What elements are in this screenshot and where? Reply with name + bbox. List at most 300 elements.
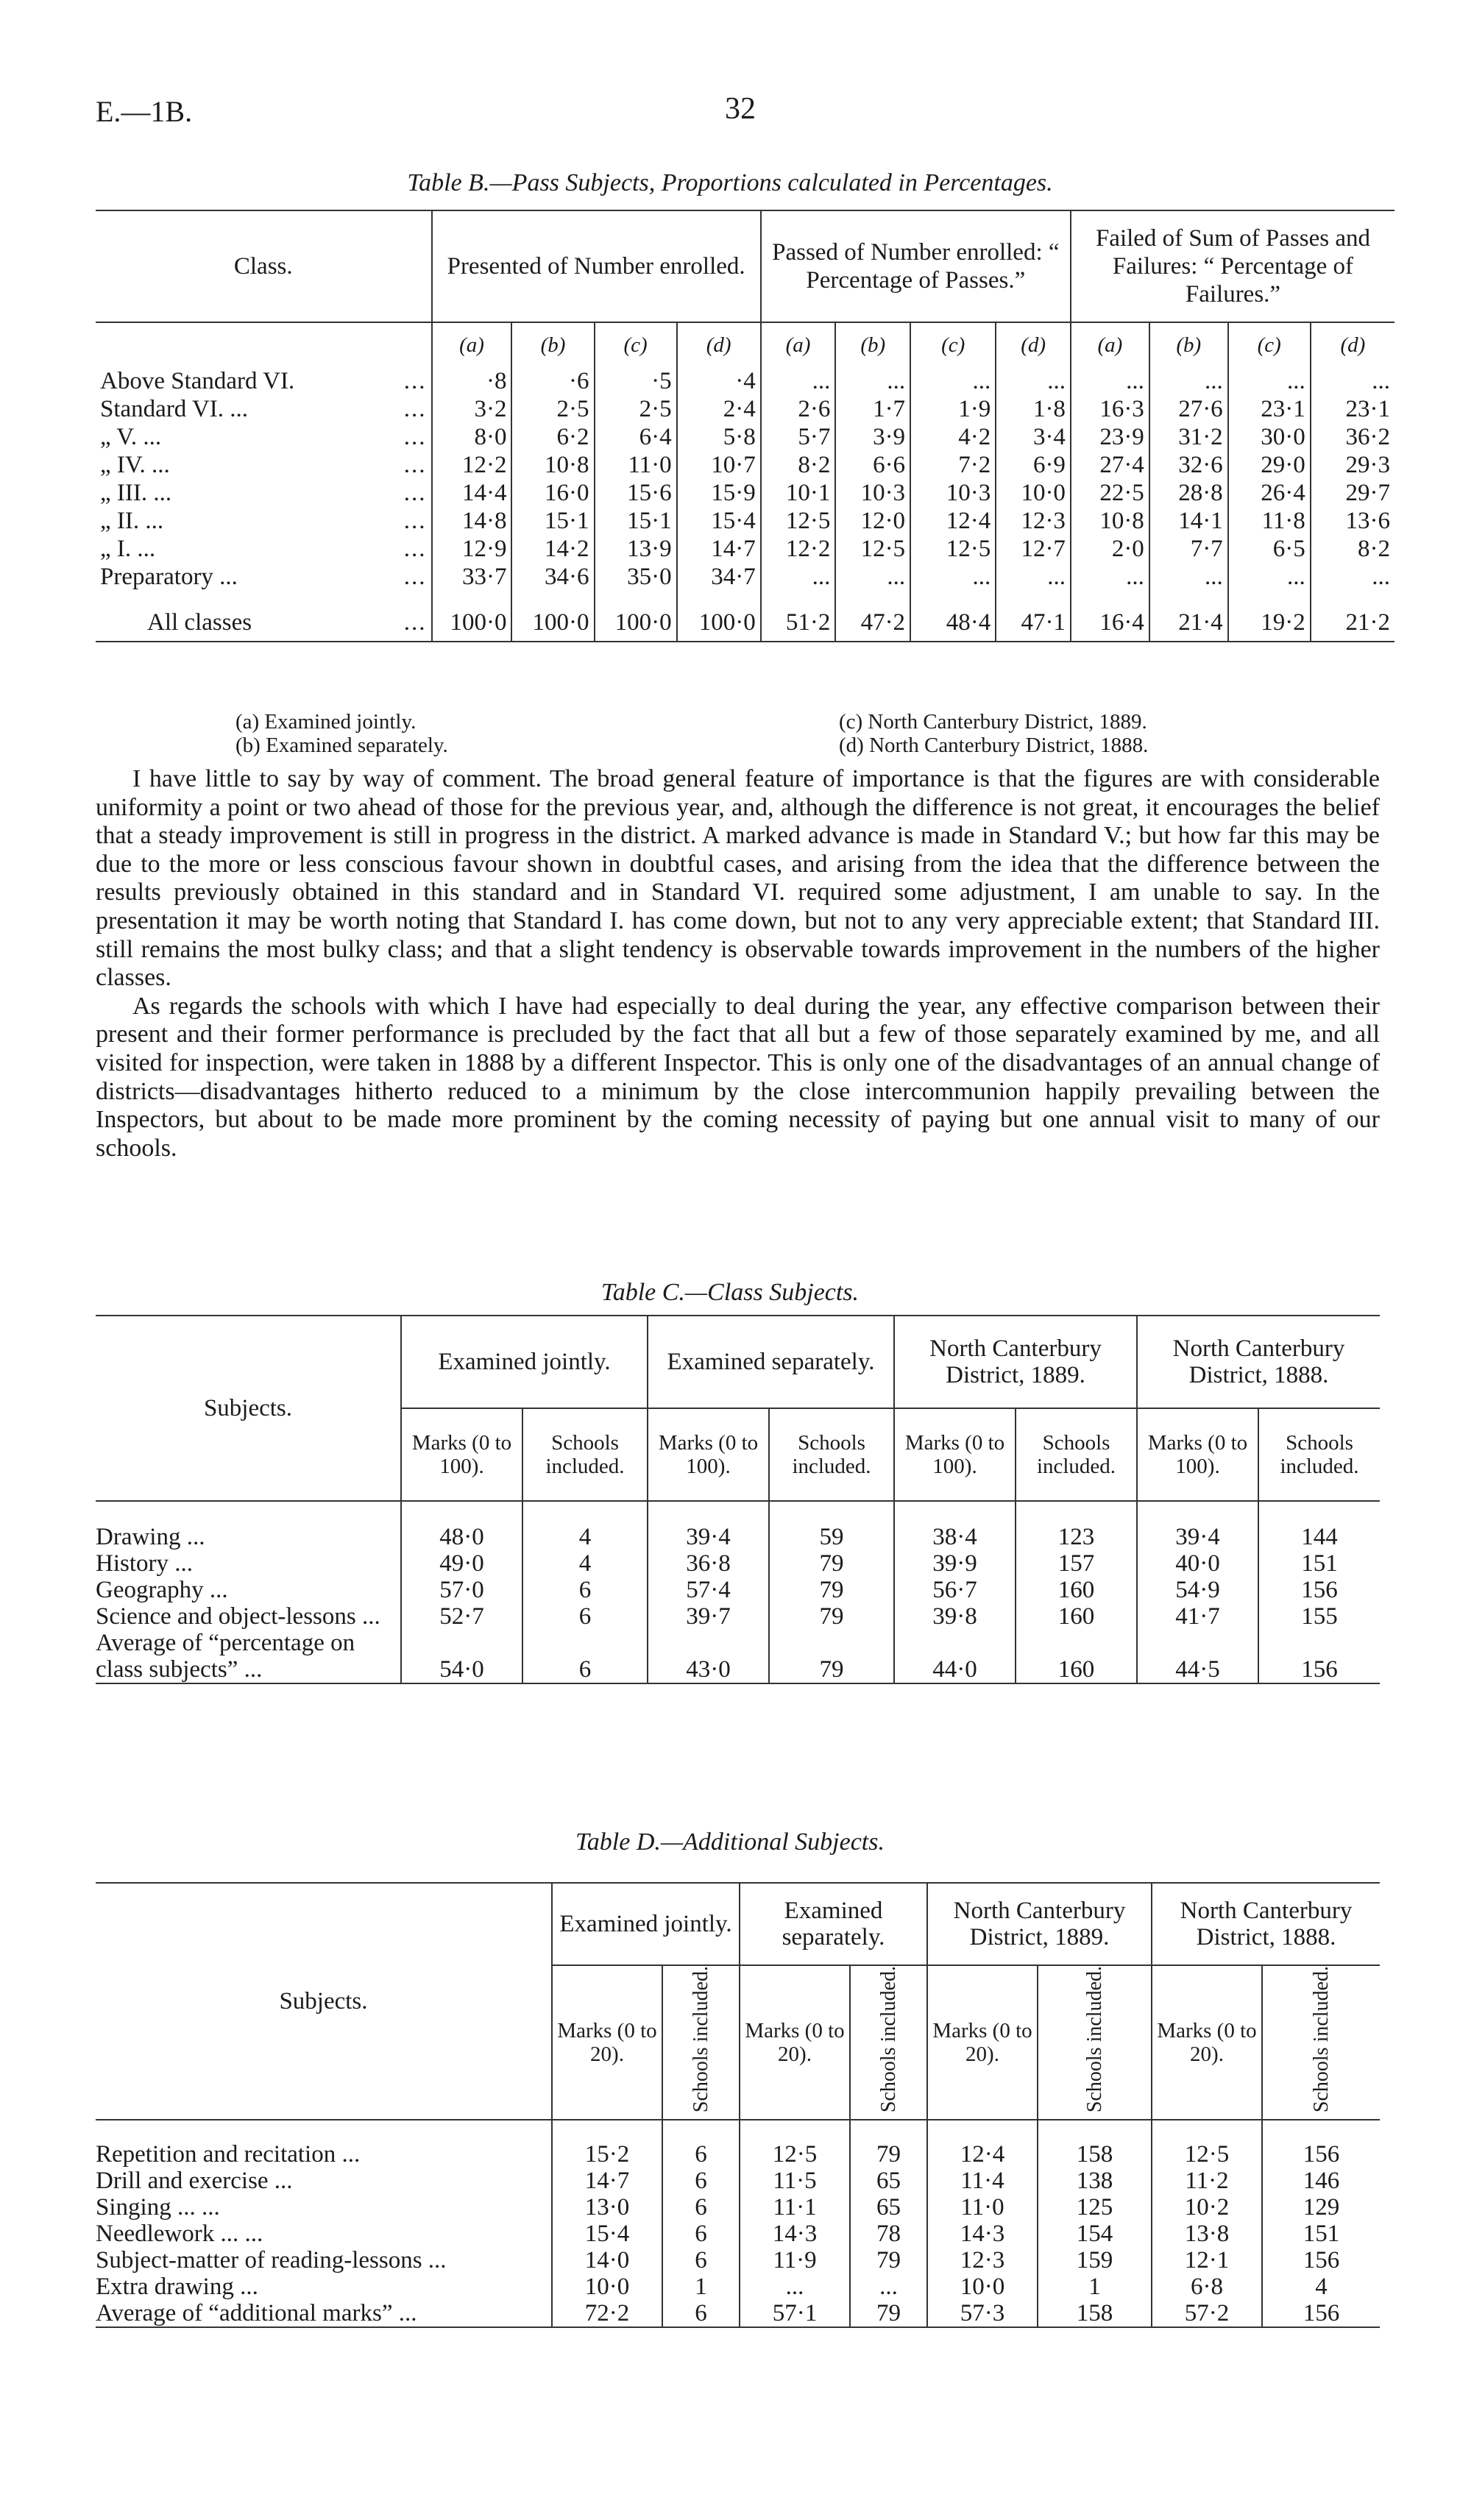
table-cell: 15·2 bbox=[552, 2141, 662, 2168]
total-cell: 100·0 bbox=[511, 604, 594, 642]
passed-header: Passed of Number enrolled: “ Percentage of Passes.” bbox=[761, 210, 1071, 322]
table-cell: 13·0 bbox=[552, 2194, 662, 2221]
table-cell: ... bbox=[835, 563, 910, 591]
table-cell: 12·4 bbox=[927, 2141, 1038, 2168]
total-cell: 21·4 bbox=[1149, 604, 1228, 642]
row-label: History ... bbox=[96, 1550, 193, 1577]
leader-dots: ... bbox=[403, 479, 427, 506]
row-label: Needlework ... ... bbox=[96, 2221, 263, 2248]
table-d-caption: Table D.—Additional Subjects. bbox=[575, 1828, 885, 1856]
table-row bbox=[96, 451, 1395, 479]
table-cell: 79 bbox=[850, 2141, 927, 2168]
table-cell: 1·7 bbox=[835, 395, 910, 423]
table-cell: 1 bbox=[662, 2274, 740, 2300]
table-cell: 39·4 bbox=[1137, 1524, 1258, 1550]
table-cell: 72·2 bbox=[552, 2300, 662, 2327]
table-cell: 13·6 bbox=[1311, 507, 1395, 535]
table-cell: ·4 bbox=[677, 367, 761, 395]
table-cell: 10·0 bbox=[927, 2274, 1038, 2300]
table-cell: 129 bbox=[1262, 2194, 1380, 2221]
subjects-header: Subjects. bbox=[279, 1987, 368, 2015]
table-row bbox=[96, 2168, 1380, 2194]
group-header: Examined jointly. bbox=[401, 1316, 648, 1408]
table-b-caption: Table B.—Pass Subjects, Proportions calculated in Percentages. bbox=[407, 169, 1053, 196]
table-cell: 155 bbox=[1258, 1603, 1380, 1630]
table-cell: 156 bbox=[1262, 2247, 1380, 2274]
table-cell: 6·9 bbox=[996, 451, 1071, 479]
table-cell: 156 bbox=[1258, 1577, 1380, 1603]
row-label: Drawing ... bbox=[96, 1524, 205, 1550]
schools-col-header: Schools included. bbox=[689, 1966, 712, 2113]
group-header: North Canterbury District, 1889. bbox=[927, 1883, 1152, 1965]
table-cell: 15·1 bbox=[511, 507, 594, 535]
row-label: Drill and exercise ... bbox=[96, 2168, 293, 2195]
table-cell: 1·9 bbox=[910, 395, 996, 423]
table-cell: 11·2 bbox=[1152, 2168, 1262, 2194]
table-cell: 11·9 bbox=[740, 2247, 850, 2274]
table-row bbox=[96, 1577, 1380, 1603]
table-cell: 157 bbox=[1016, 1550, 1137, 1577]
table-cell: 12·2 bbox=[432, 451, 512, 479]
class-header: Class. bbox=[233, 252, 293, 280]
table-cell: 3·4 bbox=[996, 423, 1071, 451]
table-cell: 10·8 bbox=[1071, 507, 1149, 535]
note-c: (c) North Canterbury District, 1889. bbox=[839, 710, 1147, 734]
schools-col-header: Schools included. bbox=[876, 1966, 900, 2113]
table-cell: 6 bbox=[662, 2221, 740, 2247]
table-cell: 57·2 bbox=[1152, 2300, 1262, 2327]
table-cell: 43·0 bbox=[648, 1630, 769, 1683]
total-cell: 21·2 bbox=[1311, 604, 1395, 642]
table-cell: 12·3 bbox=[996, 507, 1071, 535]
table-cell: 40·0 bbox=[1137, 1550, 1258, 1577]
table-row bbox=[96, 423, 1395, 451]
table-cell: 6 bbox=[522, 1603, 648, 1630]
table-cell: 10·0 bbox=[996, 479, 1071, 507]
table-cell: 14·3 bbox=[740, 2221, 850, 2247]
table-cell: ... bbox=[910, 367, 996, 395]
table-cell: 39·4 bbox=[648, 1524, 769, 1550]
table-cell: 29·0 bbox=[1228, 451, 1311, 479]
table-cell: 15·4 bbox=[677, 507, 761, 535]
paragraph: I have little to say by way of comment. The broad general feature of importance is that the figures are with considerable uniformity a point or two ahead of those for the previous year, and, although the difference is not great, it encourages the belief that a steady improvement is still in progress in the district. A marked advance is made in Standard V.; but how far this may be due to the more or less conscious favour shown in doubtful cases, and arising from the idea that the difference between the results previously obtained in this standard and in Standard VI. required some adjustment, I am unable to say. In the presentation it may be worth noting that Standard I. has come down, but not to any very appreciable extent; that Standard III. still remains the most bulky class; and that a slight tendency is observable towards improvement in the numbers of the higher classes. bbox=[96, 765, 1380, 992]
table-cell: 12·9 bbox=[432, 535, 512, 563]
table-cell: ... bbox=[996, 367, 1071, 395]
table-cell: ... bbox=[740, 2274, 850, 2300]
subjects-header: Subjects. bbox=[203, 1394, 293, 1422]
table-cell: 6·2 bbox=[511, 423, 594, 451]
table-cell: 79 bbox=[769, 1603, 894, 1630]
table-cell: 14·7 bbox=[677, 535, 761, 563]
row-label: Extra drawing ... bbox=[96, 2274, 258, 2301]
table-row bbox=[96, 507, 1395, 535]
table-cell: 39·7 bbox=[648, 1603, 769, 1630]
table-cell: 34·6 bbox=[511, 563, 594, 591]
table-cell: 79 bbox=[850, 2247, 927, 2274]
failed-header: Failed of Sum of Passes and Failures: “ Percentage of Failures.” bbox=[1071, 210, 1395, 322]
table-row bbox=[96, 2141, 1380, 2168]
total-row-label: All classes bbox=[147, 608, 252, 636]
leader-dots: ... bbox=[403, 367, 427, 394]
table-cell: 138 bbox=[1038, 2168, 1152, 2194]
table-cell: 12·5 bbox=[740, 2141, 850, 2168]
table-cell: 4·2 bbox=[910, 423, 996, 451]
table-cell: 123 bbox=[1016, 1524, 1137, 1550]
table-cell: 10·3 bbox=[910, 479, 996, 507]
table-cell: 6 bbox=[662, 2247, 740, 2274]
table-cell: 23·1 bbox=[1311, 395, 1395, 423]
subheader: (d) bbox=[1311, 322, 1395, 367]
table-row bbox=[96, 563, 1395, 591]
table-b bbox=[96, 210, 1395, 647]
table-cell: 1 bbox=[1038, 2274, 1152, 2300]
table-cell: 6·8 bbox=[1152, 2274, 1262, 2300]
table-row bbox=[96, 2221, 1380, 2247]
table-cell: 12·5 bbox=[761, 507, 836, 535]
leader-dots: ... bbox=[403, 608, 427, 636]
table-cell: 11·4 bbox=[927, 2168, 1038, 2194]
total-cell: 100·0 bbox=[677, 604, 761, 642]
table-cell: 13·8 bbox=[1152, 2221, 1262, 2247]
table-cell: 13·9 bbox=[595, 535, 677, 563]
table-cell: 14·7 bbox=[552, 2168, 662, 2194]
subheader: (c) bbox=[595, 322, 677, 367]
body-text bbox=[96, 765, 1380, 1163]
table-cell: 30·0 bbox=[1228, 423, 1311, 451]
table-cell: ... bbox=[761, 367, 836, 395]
marks-col-header: Marks (0 to 100). bbox=[1137, 1408, 1258, 1501]
table-cell: 27·6 bbox=[1149, 395, 1228, 423]
schools-col-header: Schools included. bbox=[1309, 1966, 1333, 2113]
table-cell: 151 bbox=[1258, 1550, 1380, 1577]
subheader: (d) bbox=[677, 322, 761, 367]
table-cell: 154 bbox=[1038, 2221, 1152, 2247]
table-cell: 12·3 bbox=[927, 2247, 1038, 2274]
table-cell: 156 bbox=[1258, 1630, 1380, 1683]
table-cell: 15·9 bbox=[677, 479, 761, 507]
table-cell: 6 bbox=[662, 2300, 740, 2327]
table-row bbox=[96, 2194, 1380, 2221]
table-cell: 11·0 bbox=[595, 451, 677, 479]
table-cell: 2·6 bbox=[761, 395, 836, 423]
subheader: (c) bbox=[910, 322, 996, 367]
table-cell: 54·0 bbox=[401, 1630, 522, 1683]
table-cell: 5·8 bbox=[677, 423, 761, 451]
subheader: (c) bbox=[1228, 322, 1311, 367]
table-cell: 2·4 bbox=[677, 395, 761, 423]
table-cell: 8·2 bbox=[1311, 535, 1395, 563]
table-cell: 14·3 bbox=[927, 2221, 1038, 2247]
total-cell: 47·2 bbox=[835, 604, 910, 642]
table-cell: 14·4 bbox=[432, 479, 512, 507]
table-cell: 78 bbox=[850, 2221, 927, 2247]
table-cell: ... bbox=[1149, 563, 1228, 591]
table-cell: 12·5 bbox=[835, 535, 910, 563]
table-cell: 10·1 bbox=[761, 479, 836, 507]
row-label: Preparatory ... bbox=[100, 563, 238, 590]
table-row bbox=[96, 2300, 1380, 2327]
table-cell: 57·1 bbox=[740, 2300, 850, 2327]
group-header: Examined jointly. bbox=[552, 1883, 740, 1965]
table-cell: 10·2 bbox=[1152, 2194, 1262, 2221]
group-header: Examined separately. bbox=[648, 1316, 894, 1408]
table-cell: 6 bbox=[662, 2194, 740, 2221]
table-cell: ... bbox=[835, 367, 910, 395]
table-cell: 22·5 bbox=[1071, 479, 1149, 507]
table-cell: ... bbox=[1071, 367, 1149, 395]
note-a: (a) Examined jointly. bbox=[235, 710, 417, 734]
table-cell: 12·1 bbox=[1152, 2247, 1262, 2274]
row-label: „ V. ... bbox=[100, 423, 162, 450]
marks-col-header: Marks (0 to 20). bbox=[552, 1965, 662, 2120]
table-cell: 44·5 bbox=[1137, 1630, 1258, 1683]
table-cell: 14·8 bbox=[432, 507, 512, 535]
table-cell: 7·7 bbox=[1149, 535, 1228, 563]
schools-col-header: Schools included. bbox=[1016, 1408, 1137, 1501]
subheader: (a) bbox=[761, 322, 836, 367]
table-cell: 156 bbox=[1262, 2141, 1380, 2168]
table-row bbox=[96, 395, 1395, 423]
row-label: Geography ... bbox=[96, 1577, 228, 1603]
group-header: North Canterbury District, 1889. bbox=[894, 1316, 1137, 1408]
table-cell: 6 bbox=[522, 1577, 648, 1603]
table-cell: 156 bbox=[1262, 2300, 1380, 2327]
marks-col-header: Marks (0 to 100). bbox=[648, 1408, 769, 1501]
note-d: (d) North Canterbury District, 1888. bbox=[839, 734, 1149, 757]
table-row bbox=[96, 367, 1395, 395]
table-cell: 31·2 bbox=[1149, 423, 1228, 451]
row-label: Repetition and recitation ... bbox=[96, 2141, 361, 2168]
row-label: Average of “percentage on class subjects” ... bbox=[96, 1630, 355, 1683]
table-cell: 12·0 bbox=[835, 507, 910, 535]
table-cell: 6 bbox=[522, 1630, 648, 1683]
marks-col-header: Marks (0 to 100). bbox=[894, 1408, 1016, 1501]
leader-dots: ... bbox=[403, 395, 427, 422]
table-cell: 79 bbox=[769, 1630, 894, 1683]
total-cell: 16·4 bbox=[1071, 604, 1149, 642]
subheader: (b) bbox=[1149, 322, 1228, 367]
table-cell: 49·0 bbox=[401, 1550, 522, 1577]
table-cell: 39·9 bbox=[894, 1550, 1016, 1577]
row-label: „ IV. ... bbox=[100, 451, 170, 478]
table-cell: 27·4 bbox=[1071, 451, 1149, 479]
leader-dots: ... bbox=[403, 563, 427, 590]
table-cell: 158 bbox=[1038, 2300, 1152, 2327]
table-cell: 159 bbox=[1038, 2247, 1152, 2274]
table-cell: 6 bbox=[662, 2141, 740, 2168]
table-row bbox=[96, 535, 1395, 563]
table-cell: 28·8 bbox=[1149, 479, 1228, 507]
marks-col-header: Marks (0 to 100). bbox=[401, 1408, 522, 1501]
table-cell: 2·0 bbox=[1071, 535, 1149, 563]
table-cell: 2·5 bbox=[595, 395, 677, 423]
subheader: (d) bbox=[996, 322, 1071, 367]
table-cell: 29·7 bbox=[1311, 479, 1395, 507]
section-code: E.—1B. bbox=[96, 95, 193, 128]
table-cell: 3·2 bbox=[432, 395, 512, 423]
table-cell: ·6 bbox=[511, 367, 594, 395]
table-cell: 29·3 bbox=[1311, 451, 1395, 479]
table-cell: ... bbox=[910, 563, 996, 591]
table-cell: 16·3 bbox=[1071, 395, 1149, 423]
table-cell: 14·2 bbox=[511, 535, 594, 563]
table-cell: 1·8 bbox=[996, 395, 1071, 423]
table-cell: 79 bbox=[850, 2300, 927, 2327]
table-cell: 12·2 bbox=[761, 535, 836, 563]
table-c-caption: Table C.—Class Subjects. bbox=[600, 1279, 860, 1306]
table-cell: 15·1 bbox=[595, 507, 677, 535]
table-cell: ... bbox=[850, 2274, 927, 2300]
row-label: Above Standard VI. bbox=[100, 367, 295, 394]
table-cell: 12·4 bbox=[910, 507, 996, 535]
table-cell: 6·6 bbox=[835, 451, 910, 479]
table-cell: 56·7 bbox=[894, 1577, 1016, 1603]
table-cell: ... bbox=[996, 563, 1071, 591]
table-cell: 26·4 bbox=[1228, 479, 1311, 507]
total-cell: 100·0 bbox=[432, 604, 512, 642]
table-cell: 5·7 bbox=[761, 423, 836, 451]
table-cell: 12·7 bbox=[996, 535, 1071, 563]
table-cell: 39·8 bbox=[894, 1603, 1016, 1630]
row-label: „ III. ... bbox=[100, 479, 172, 506]
leader-dots: ... bbox=[403, 507, 427, 534]
table-cell: 158 bbox=[1038, 2141, 1152, 2168]
table-cell: ... bbox=[1228, 367, 1311, 395]
table-cell: 52·7 bbox=[401, 1603, 522, 1630]
table-cell: 10·7 bbox=[677, 451, 761, 479]
note-b: (b) Examined separately. bbox=[235, 734, 448, 757]
table-cell: 79 bbox=[769, 1550, 894, 1577]
group-header: North Canterbury District, 1888. bbox=[1137, 1316, 1380, 1408]
table-row bbox=[96, 2274, 1380, 2300]
table-cell: 160 bbox=[1016, 1577, 1137, 1603]
table-d bbox=[96, 1882, 1380, 2332]
table-cell: 160 bbox=[1016, 1630, 1137, 1683]
table-cell: 36·2 bbox=[1311, 423, 1395, 451]
table-cell: 57·3 bbox=[927, 2300, 1038, 2327]
table-cell: 15·6 bbox=[595, 479, 677, 507]
table-cell: 4 bbox=[522, 1550, 648, 1577]
schools-col-header: Schools included. bbox=[1082, 1966, 1106, 2113]
total-cell: 51·2 bbox=[761, 604, 836, 642]
row-label: „ II. ... bbox=[100, 507, 164, 534]
table-cell: 57·0 bbox=[401, 1577, 522, 1603]
subheader: (a) bbox=[1071, 322, 1149, 367]
subheader: (b) bbox=[835, 322, 910, 367]
table-cell: 11·5 bbox=[740, 2168, 850, 2194]
table-cell: 23·9 bbox=[1071, 423, 1149, 451]
table-cell: 10·8 bbox=[511, 451, 594, 479]
schools-col-header: Schools included. bbox=[769, 1408, 894, 1501]
table-cell: 33·7 bbox=[432, 563, 512, 591]
table-cell: 11·0 bbox=[927, 2194, 1038, 2221]
table-cell: 36·8 bbox=[648, 1550, 769, 1577]
table-cell: 14·0 bbox=[552, 2247, 662, 2274]
table-row bbox=[96, 1550, 1380, 1577]
table-row bbox=[96, 2247, 1380, 2274]
table-cell: 4 bbox=[522, 1524, 648, 1550]
row-label: Singing ... ... bbox=[96, 2194, 220, 2221]
group-header: Examined separately. bbox=[740, 1883, 927, 1965]
total-cell: 100·0 bbox=[595, 604, 677, 642]
table-cell: ·8 bbox=[432, 367, 512, 395]
row-label: Science and object-lessons ... bbox=[96, 1603, 380, 1630]
table-cell: 8·2 bbox=[761, 451, 836, 479]
table-row bbox=[96, 479, 1395, 507]
table-c bbox=[96, 1315, 1380, 1689]
row-label: Standard VI. ... bbox=[100, 395, 249, 422]
table-cell: 160 bbox=[1016, 1603, 1137, 1630]
table-cell: ... bbox=[1228, 563, 1311, 591]
table-cell: 23·1 bbox=[1228, 395, 1311, 423]
table-row bbox=[96, 1603, 1380, 1630]
table-cell: 65 bbox=[850, 2168, 927, 2194]
schools-col-header: Schools included. bbox=[1258, 1408, 1380, 1501]
table-cell: 35·0 bbox=[595, 563, 677, 591]
table-cell: 14·1 bbox=[1149, 507, 1228, 535]
table-cell: 32·6 bbox=[1149, 451, 1228, 479]
table-cell: 10·3 bbox=[835, 479, 910, 507]
row-label: „ I. ... bbox=[100, 535, 156, 562]
table-cell: 151 bbox=[1262, 2221, 1380, 2247]
table-cell: 54·9 bbox=[1137, 1577, 1258, 1603]
table-cell: ... bbox=[1311, 563, 1395, 591]
table-cell: 2·5 bbox=[511, 395, 594, 423]
table-cell: 48·0 bbox=[401, 1524, 522, 1550]
group-header: North Canterbury District, 1888. bbox=[1152, 1883, 1380, 1965]
table-cell: ... bbox=[1071, 563, 1149, 591]
table-cell: ... bbox=[1311, 367, 1395, 395]
table-cell: 11·1 bbox=[740, 2194, 850, 2221]
table-cell: 12·5 bbox=[910, 535, 996, 563]
row-label: Average of “additional marks” ... bbox=[96, 2300, 417, 2327]
table-cell: 15·4 bbox=[552, 2221, 662, 2247]
table-cell: 12·5 bbox=[1152, 2141, 1262, 2168]
leader-dots: ... bbox=[403, 535, 427, 562]
presented-header: Presented of Number enrolled. bbox=[432, 210, 761, 322]
subheader: (a) bbox=[432, 322, 512, 367]
table-cell: 6·5 bbox=[1228, 535, 1311, 563]
table-cell: 6·4 bbox=[595, 423, 677, 451]
table-cell: 6 bbox=[662, 2168, 740, 2194]
total-cell: 19·2 bbox=[1228, 604, 1311, 642]
marks-col-header: Marks (0 to 20). bbox=[927, 1965, 1038, 2120]
table-cell: 38·4 bbox=[894, 1524, 1016, 1550]
table-cell: ·5 bbox=[595, 367, 677, 395]
table-cell: 7·2 bbox=[910, 451, 996, 479]
paragraph: As regards the schools with which I have had especially to deal during the year, any effective comparison between their present and their former performance is precluded by the fact that all but a few of those separately examined by me, and all visited for inspection, were taken in 1888 by a different Inspector. This is only one of the disadvantages of an annual change of districts—disadvantages hitherto reduced to a minimum by the close intercommunion happily prevailing between the Inspectors, but about to be made more prominent by the coming necessity of paying but one annual visit to many of our schools. bbox=[96, 992, 1380, 1162]
table-cell: 59 bbox=[769, 1524, 894, 1550]
page-number: 32 bbox=[725, 92, 756, 126]
table-cell: 41·7 bbox=[1137, 1603, 1258, 1630]
row-label: Subject-matter of reading-lessons ... bbox=[96, 2247, 447, 2274]
total-cell: 47·1 bbox=[996, 604, 1071, 642]
table-cell: 34·7 bbox=[677, 563, 761, 591]
table-cell: 57·4 bbox=[648, 1577, 769, 1603]
table-cell: 144 bbox=[1258, 1524, 1380, 1550]
table-cell: 4 bbox=[1262, 2274, 1380, 2300]
table-cell: 79 bbox=[769, 1577, 894, 1603]
table-cell: 146 bbox=[1262, 2168, 1380, 2194]
schools-col-header: Schools included. bbox=[522, 1408, 648, 1501]
table-cell: ... bbox=[761, 563, 836, 591]
leader-dots: ... bbox=[403, 423, 427, 450]
table-cell: 11·8 bbox=[1228, 507, 1311, 535]
marks-col-header: Marks (0 to 20). bbox=[740, 1965, 850, 2120]
table-cell: 65 bbox=[850, 2194, 927, 2221]
table-cell: 44·0 bbox=[894, 1630, 1016, 1683]
table-row bbox=[96, 1524, 1380, 1550]
